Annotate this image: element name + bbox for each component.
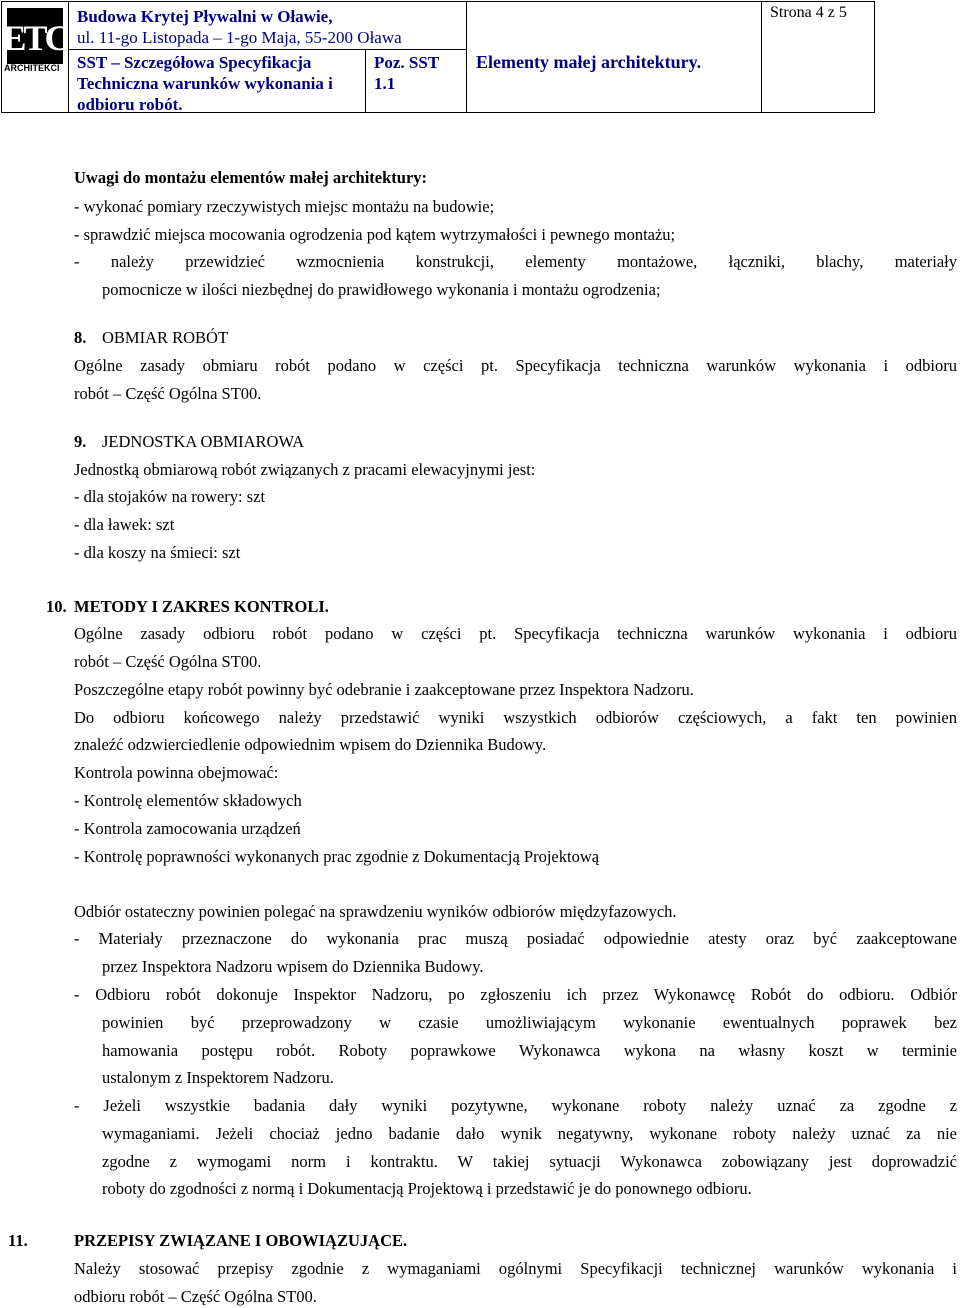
section-11-text: Należy stosować przepisy zgodnie z wymaganiami ogólnymi Specyfikacji technicznej warunków wykonania i bbox=[74, 1259, 957, 1278]
section-9-item: - dla ławek: szt bbox=[74, 515, 175, 534]
logo-subtitle: ARCHITEKCI bbox=[4, 63, 60, 73]
project-address-cell bbox=[69, 2, 467, 50]
spec-line-3: odbioru robót. bbox=[77, 95, 183, 114]
section-11-text: odbioru robót – Część Ogólna ST00. bbox=[74, 1287, 317, 1306]
acceptance-point-1: - Materiały przeznaczone do wykonania prac muszą posiadać odpowiednie atesty oraz być zaakceptowane bbox=[74, 929, 957, 948]
acceptance-point-1-cont: przez Inspektora Nadzoru wpisem do Dziennika Budowy. bbox=[102, 957, 484, 976]
section-11-title: PRZEPISY ZWIĄZANE I OBOWIĄZUJĄCE. bbox=[74, 1231, 408, 1250]
poz-label: Poz. SST bbox=[374, 53, 440, 72]
section-8-text: robót – Część Ogólna ST00. bbox=[74, 384, 262, 403]
section-9-intro: Jednostką obmiarową robót związanych z pracami elewacyjnymi jest: bbox=[74, 460, 536, 479]
section-10-number: 10. bbox=[46, 597, 67, 616]
spec-cell bbox=[69, 50, 366, 112]
document-header bbox=[1, 1, 875, 113]
poz-cell bbox=[366, 50, 467, 112]
uwagi-item: - wykonać pomiary rzeczywistych miejsc montażu na budowie; bbox=[74, 197, 495, 216]
etc-logo-mark bbox=[2, 8, 68, 64]
section-10-text: Ogólne zasady odbioru robót podano w części pt. Specyfikacja techniczna warunków wykonania i odbioru bbox=[74, 624, 957, 643]
section-10-text: Poszczególne etapy robót powinny być odebranie i zaakceptowane przez Inspektora Nadzoru. bbox=[74, 680, 694, 699]
acceptance-point-3-cont: zgodne z wymogami norm i kontraktu. W takiej sytuacji Wykonawca zobowiązany jest doprowadzić bbox=[102, 1152, 957, 1171]
page-number-cell bbox=[762, 2, 874, 112]
section-9-item: - dla koszy na śmieci: szt bbox=[74, 543, 241, 562]
etc-logo bbox=[2, 8, 68, 64]
acceptance-point-3-cont: roboty do zgodności z normą i Dokumentacją Projektową i przedstawić je do ponownego odbioru. bbox=[102, 1179, 752, 1198]
uwagi-item: - należy przewidzieć wzmocnienia konstrukcji, elementy montażowe, łączniki, blachy, materiały bbox=[74, 252, 957, 271]
project-title: Budowa Krytej Pływalni w Oławie, bbox=[77, 7, 333, 26]
acceptance-point-2-cont: powinien być przeprowadzony w czasie umożliwiającym wykonanie ewentualnych poprawek bez bbox=[102, 1013, 957, 1032]
spec-line-1: SST – Szczegółowa Specyfikacja bbox=[77, 53, 312, 72]
section-title: Elementy małej architektury. bbox=[476, 52, 702, 72]
section-9-number: 9. bbox=[74, 432, 87, 451]
acceptance-point-3-cont: wymaganiami. Jeżeli chociaż jedno badanie dało wynik negatywny, wykonane roboty należy uznać za nie bbox=[102, 1124, 957, 1143]
spec-line-2: Techniczna warunków wykonania i bbox=[77, 74, 333, 93]
uwagi-item: - sprawdzić miejsca mocowania ogrodzenia pod kątem wytrzymałości i pewnego montażu; bbox=[74, 225, 676, 244]
acceptance-point-2: - Odbioru robót dokonuje Inspektor Nadzoru, po zgłoszeniu ich przez Wykonawcę Robót do odbioru. Odbiór bbox=[74, 985, 957, 1004]
control-item: - Kontrolę elementów składowych bbox=[74, 791, 302, 810]
section-10-text: Kontrola powinna obejmować: bbox=[74, 763, 279, 782]
acceptance-point-2-cont: hamowania postępu robót. Roboty poprawkowe Wykonawca wykona na własny koszt w terminie bbox=[102, 1041, 957, 1060]
section-11-number: 11. bbox=[8, 1231, 28, 1250]
poz-number: 1.1 bbox=[374, 74, 396, 93]
section-10-title: METODY I ZAKRES KONTROLI. bbox=[74, 597, 329, 616]
logo-letters: ETC bbox=[2, 18, 68, 58]
control-item: - Kontrola zamocowania urządzeń bbox=[74, 819, 301, 838]
section-10-text: znaleźć odzwierciedlenie odpowiednim wpisem do Dziennika Budowy. bbox=[74, 735, 547, 754]
acceptance-point-3: - Jeżeli wszystkie badania dały wyniki pozytywne, wykonane roboty należy uznać za zgodne z bbox=[74, 1096, 957, 1115]
section-10-text: robót – Część Ogólna ST00. bbox=[74, 652, 262, 671]
section-10-text: Do odbioru końcowego należy przedstawić wyniki wszystkich odbiorów częściowych, a fakt ten powinien bbox=[74, 708, 957, 727]
section-title-cell bbox=[467, 2, 762, 112]
page-number: Strona 4 z 5 bbox=[770, 4, 847, 21]
section-9-item: - dla stojaków na rowery: szt bbox=[74, 487, 266, 506]
control-item: - Kontrolę poprawności wykonanych prac zgodnie z Dokumentacją Projektową bbox=[74, 847, 600, 866]
project-address: ul. 11-go Listopada – 1-go Maja, 55-200 Oława bbox=[77, 28, 402, 47]
uwagi-heading: Uwagi do montażu elementów małej architektury: bbox=[74, 168, 428, 187]
section-8-text: Ogólne zasady obmiaru robót podano w części pt. Specyfikacja techniczna warunków wykonania i odbioru bbox=[74, 356, 957, 375]
section-8-title: OBMIAR ROBÓT bbox=[102, 328, 229, 347]
section-8-number: 8. bbox=[74, 328, 87, 347]
logo-cell bbox=[2, 2, 69, 112]
section-9-title: JEDNOSTKA OBMIAROWA bbox=[102, 432, 305, 451]
uwagi-item-cont: pomocnicze w ilości niezbędnej do prawidłowego wykonania i montażu ogrodzenia; bbox=[102, 280, 661, 299]
acceptance-point-2-cont: ustalonym z Inspektorem Nadzoru. bbox=[102, 1068, 334, 1087]
final-acceptance-intro: Odbiór ostateczny powinien polegać na sprawdzeniu wyników odbiorów międzyfazowych. bbox=[74, 902, 677, 921]
